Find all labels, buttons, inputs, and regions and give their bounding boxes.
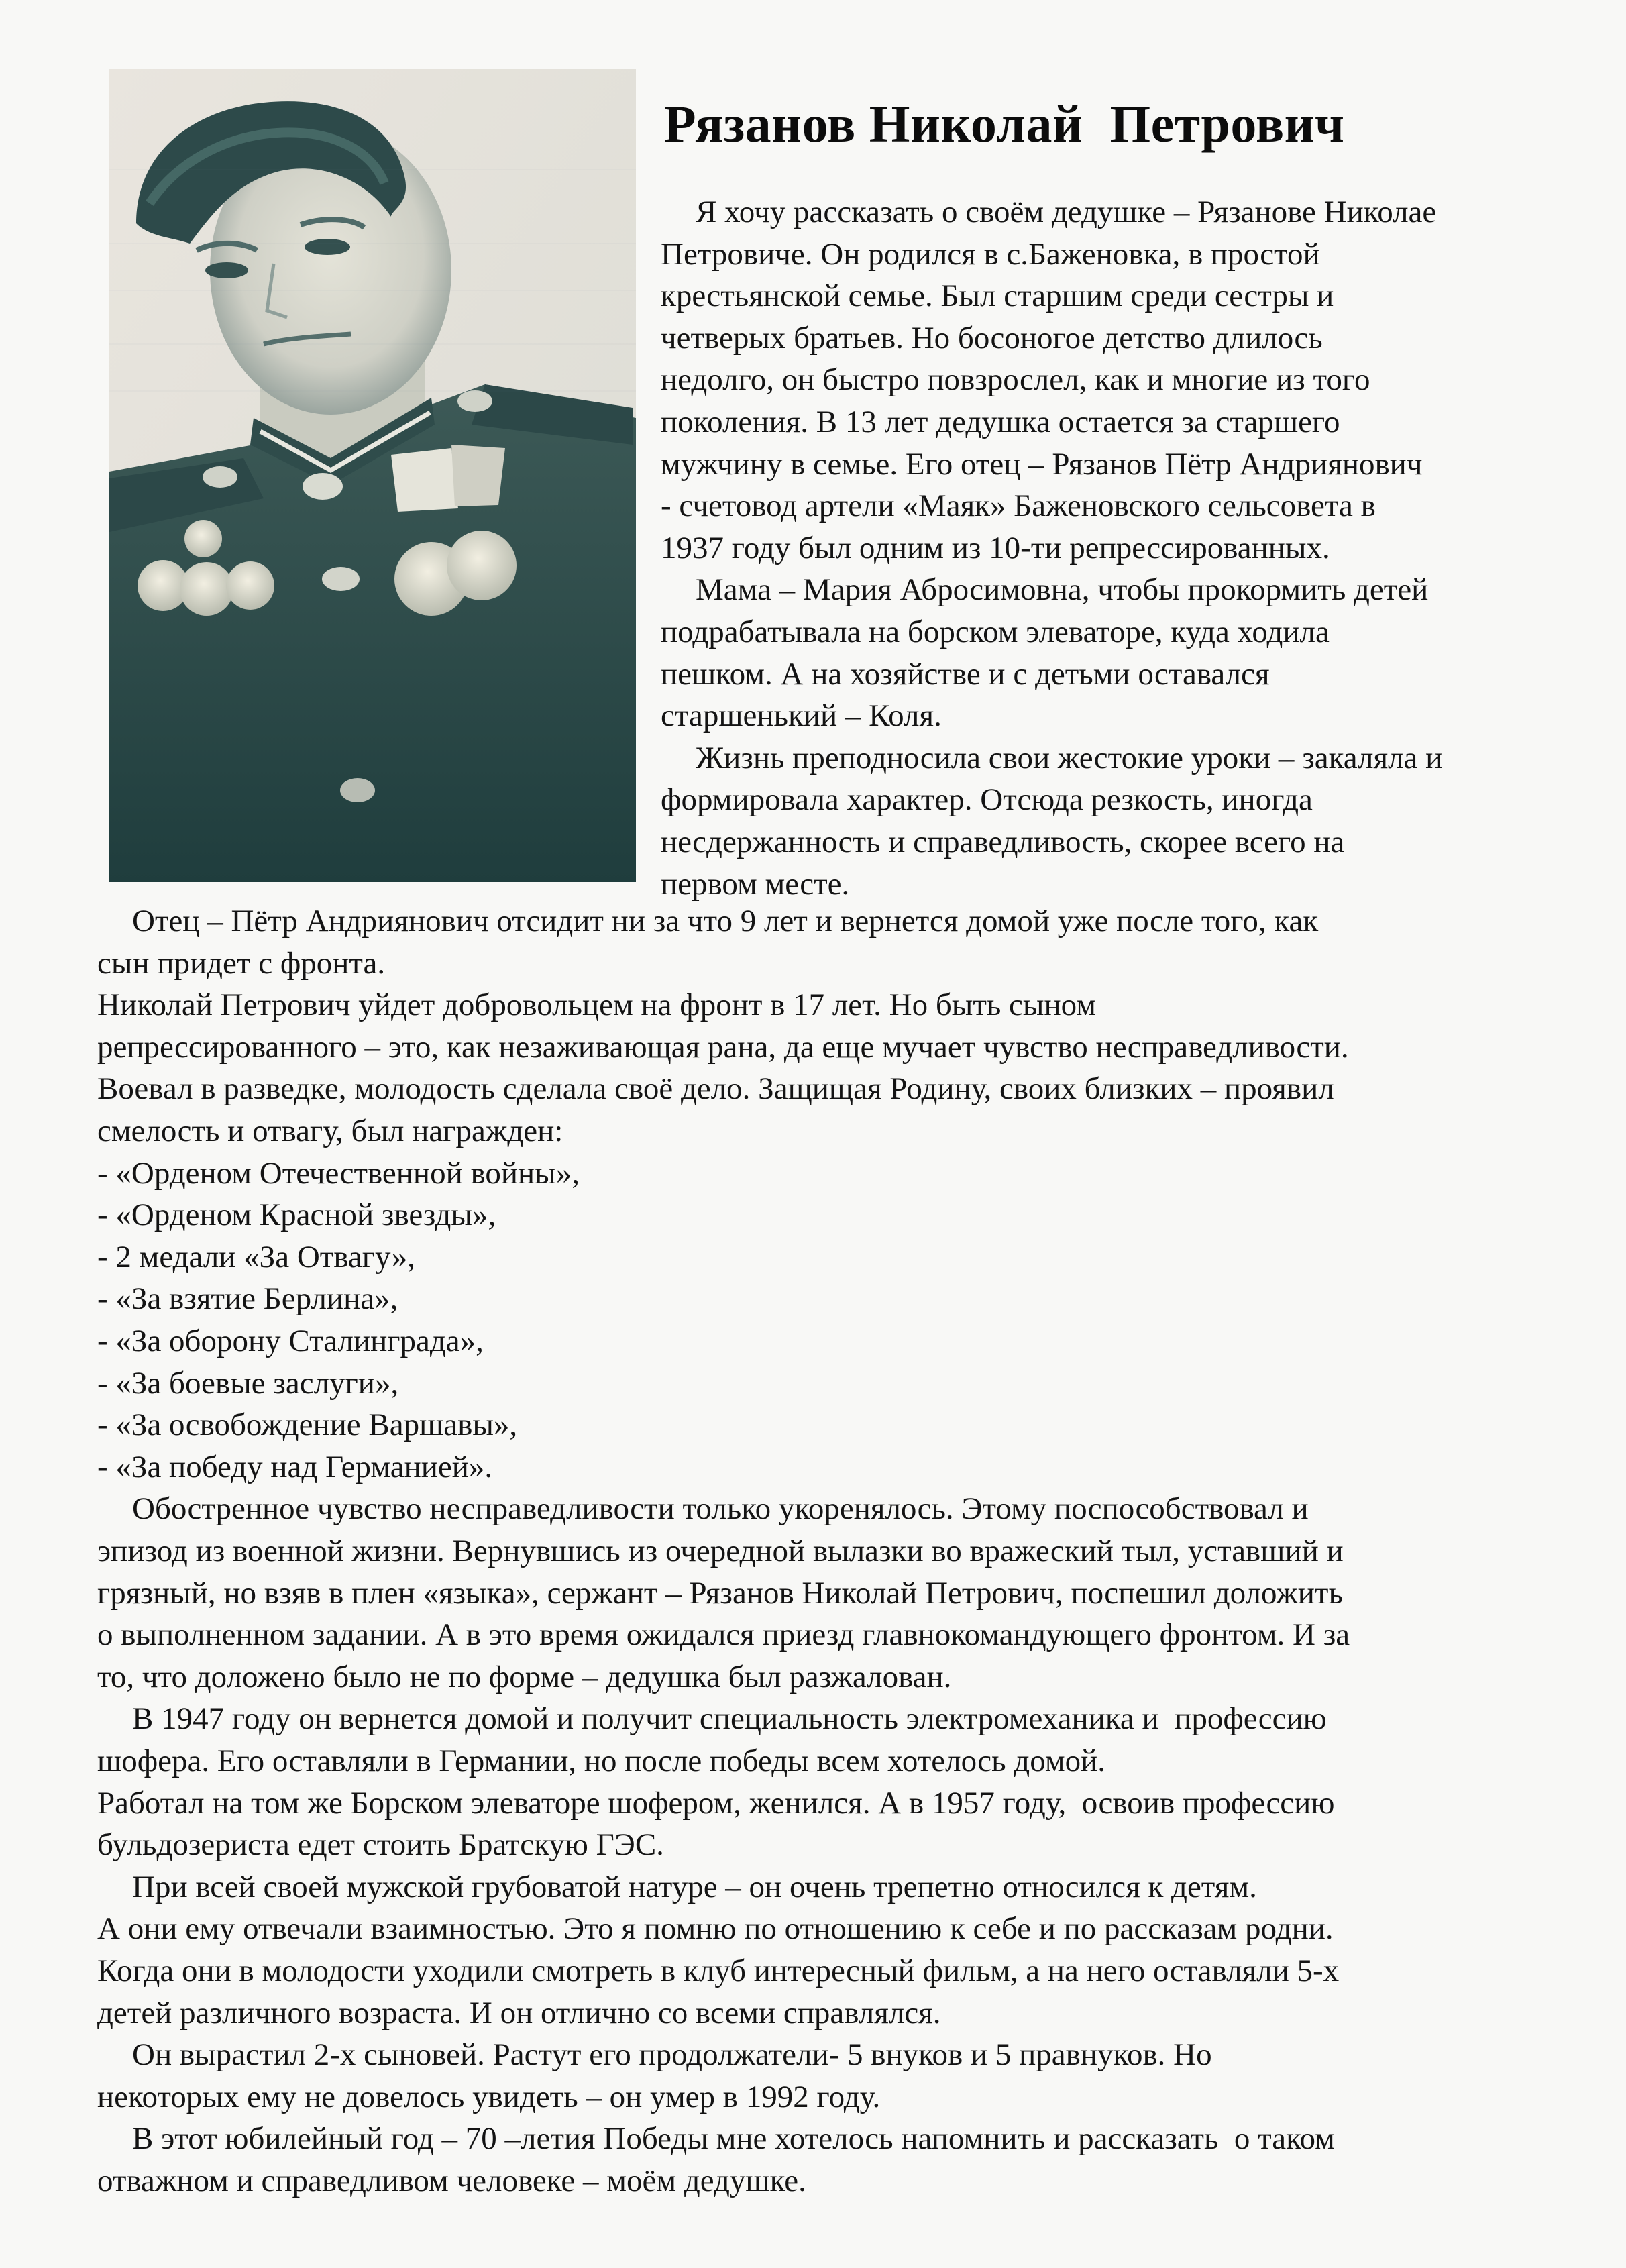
text-line: несдержанность и справедливость, скорее всего на	[661, 824, 1345, 859]
text-line: старшенький – Коля.	[661, 698, 942, 734]
text-line: бульдозериста едет стоить Братскую ГЭС.	[97, 1827, 664, 1863]
text-line: поколения. В 13 лет дедушка остается за старшего	[661, 404, 1340, 439]
text-line: Когда они в молодости уходили смотреть в клуб интересный фильм, а на него оставляли 5-х	[97, 1953, 1340, 1988]
text-line: - «Орденом Красной звезды»,	[97, 1197, 496, 1233]
text-line: эпизод из военной жизни. Вернувшись из очередной вылазки во вражеский тыл, уставший и	[97, 1533, 1344, 1568]
text-line: - 2 медали «За Отвагу»,	[97, 1239, 415, 1275]
portrait-photo	[109, 69, 636, 882]
text-line: смелость и отвагу, был награжден:	[97, 1114, 563, 1148]
text-line: В 1947 году он вернется домой и получит специальность электромеханика и профессию	[132, 1701, 1327, 1737]
text-line: детей различного возраста. И он отлично со всеми справлялся.	[97, 1995, 941, 2031]
text-line: отважном и справедливом человеке – моём дедушке.	[97, 2163, 806, 2198]
text-line: - «За освобождение Варшавы»,	[97, 1407, 518, 1443]
text-line: о выполненном задании. А в это время ожидался приезд главнокомандующего фронтом. И за	[97, 1617, 1350, 1653]
text-line: Отец – Пётр Андриянович отсидит ни за что 9 лет и вернется домой уже после того, как	[132, 904, 1319, 938]
text-line: сын придет с фронта.	[97, 945, 386, 981]
text-line: репрессированного – это, как незаживающая рана, да еще мучает чувство несправедливости.	[97, 1029, 1349, 1065]
text-line: 1937 году был одним из 10-ти репрессированных.	[661, 530, 1330, 565]
text-line: Мама – Мария Абросимовна, чтобы прокормить детей	[696, 572, 1429, 608]
text-line: - «За победу над Германией».	[97, 1449, 493, 1484]
text-line: При всей своей мужской грубоватой натуре – он очень трепетно относился к детям.	[132, 1869, 1257, 1904]
text-line: некоторых ему не довелось увидеть – он умер в 1992 году.	[97, 2079, 881, 2114]
text-line: шофера. Его оставляли в Германии, но после победы всем хотелось домой.	[97, 1743, 1105, 1778]
text-line: четверых братьев. Но босоногое детство длилось	[661, 320, 1323, 356]
text-line: - счетовод артели «Маяк» Баженовского сельсовета в	[661, 488, 1376, 524]
portrait-image	[109, 69, 636, 882]
text-line: В этот юбилейный год – 70 –летия Победы мне хотелось напомнить и рассказать о таком	[132, 2121, 1335, 2157]
text-line: - «За боевые заслуги»,	[97, 1365, 399, 1401]
text-line: Я хочу рассказать о своём дедушке – Рязанове Николае	[696, 195, 1437, 229]
text-line: недолго, он быстро повзрослел, как и многие из того	[661, 362, 1370, 398]
text-line: Воевал в разведке, молодость сделала своё дело. Защищая Родину, своих близких – проявил	[97, 1071, 1334, 1107]
text-line: грязный, но взяв в плен «языка», сержант – Рязанов Николай Петрович, поспешил доложить	[97, 1575, 1343, 1611]
text-line: Обостренное чувство несправедливости только укоренялось. Этому поспособствовал и	[132, 1491, 1309, 1527]
text-line: А они ему отвечали взаимностью. Это я помню по отношению к себе и по рассказам родни.	[97, 1911, 1334, 1947]
text-line: - «За оборону Сталинграда»,	[97, 1324, 484, 1358]
text-line: мужчину в семье. Его отец – Рязанов Пётр Андриянович	[661, 446, 1423, 482]
text-line: Петровиче. Он родился в с.Баженовка, в простой	[661, 236, 1320, 272]
text-line: формировала характер. Отсюда резкость, иногда	[661, 782, 1313, 818]
text-line: Жизнь преподносила свои жестокие уроки – закаляла и	[696, 740, 1443, 775]
text-line: Он вырастил 2-х сыновей. Растут его продолжатели- 5 внуков и 5 правнуков. Но	[132, 2037, 1212, 2073]
text-line: - «За взятие Берлина»,	[97, 1281, 398, 1317]
text-line: то, что доложено было не по форме – дедушка был разжалован.	[97, 1659, 952, 1694]
text-line: пешком. А на хозяйстве и с детьми оставался	[661, 656, 1270, 692]
text-line: Николай Петрович уйдет добровольцем на фронт в 17 лет. Но быть сыном	[97, 987, 1096, 1023]
text-line: - «Орденом Отечественной войны»,	[97, 1155, 580, 1191]
page-title: Рязанов Николай Петрович	[664, 95, 1345, 153]
text-line: Работал на том же Борском элеваторе шофером, женился. А в 1957 году, освоив профессию	[97, 1785, 1335, 1821]
text-line: крестьянской семье. Был старшим среди сестры и	[661, 278, 1334, 314]
text-line: подрабатывала на борском элеваторе, куда ходила	[661, 614, 1330, 649]
text-line: первом месте.	[661, 866, 850, 902]
